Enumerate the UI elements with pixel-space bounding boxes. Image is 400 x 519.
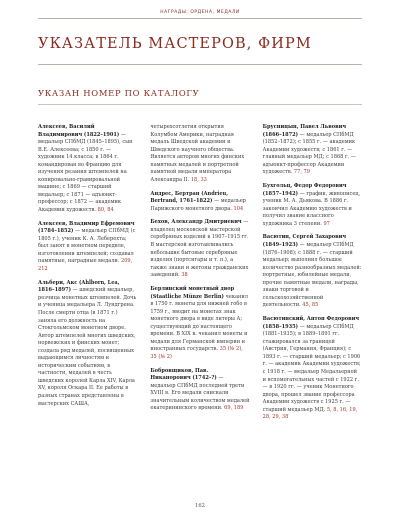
catalog-refs: 35 (№ 2), 35 (№ 2) — [150, 346, 243, 360]
entry-description: — медальер СПбМД (1876–1908); с 1888 г. — старший медальер; выполнил большое количество разнообразных медалей: портретные, юбилейные медали, прочие памятные медали, награды, знаки торговой и сельскохозяйственной деятельности. — [262, 242, 362, 309]
entry-description: — медальер СПбМД (1845–1895), сын В.Е. Алексеева; с 1850 г. — художник 14 класса; в 1864 г. командирован во Францию для изучения резания штемпелей на копировально-гравировальной машине; с 1869 — старший медальер; с 1871 — адъюнкт-профессор; с 1872 — академик Академии художеств. — [38, 131, 133, 214]
index-column-1 — [38, 124, 137, 494]
index-column-2 — [150, 124, 249, 494]
subtitle-rule — [38, 104, 362, 105]
entry-name: Альбери, Акс (Ahlborn, Lea, 1816–1897) — [38, 279, 120, 294]
catalog-refs: 38 — [181, 272, 188, 279]
entry-name: Берлинский монетный двор (Staatliche Münze Berlin) — [150, 285, 235, 300]
index-entry — [263, 124, 362, 177]
entry-name: Васютин, Сергей Захарович (1849–1923) — [262, 234, 347, 249]
index-columns — [38, 124, 362, 494]
index-entry — [150, 219, 249, 279]
index-entry — [150, 286, 249, 361]
entry-description: — медальер СПбМД последней трети XVIII в. Его медали снискали значительным количеством медалей екатерининского времени. — [150, 375, 250, 412]
index-entry — [263, 183, 362, 228]
index-entry — [38, 280, 137, 408]
catalog-refs: 77, 79 — [293, 169, 310, 176]
entry-description: чеканил в 1750 г. монеты для нижней гобо в 1759 г., вводит на монетах знак монетного двора в виде литеры А; существующий до настоящего времени. В XIX в. чеканил монеты и медали для Германской империи и иностранных государств. — [150, 293, 248, 353]
catalog-refs: 80, 84 — [97, 207, 114, 214]
entry-description: четырехсотлетия открытия Колумбом Америки, наградная медаль Шведской академии и Шведского научного общества. Является автором многих финских памятных медалей и портретной памятной медали императора Александра II. — [150, 124, 245, 183]
catalog-refs: 18, 33 — [190, 176, 207, 183]
catalog-refs: 97 — [323, 220, 330, 227]
index-entry — [263, 316, 362, 422]
entry-description: — шведский медальер, резчица монетных штемпелей. Дочь и ученица медальера Л. Лундгрена. После смерти отца (в 1871 г.) заняла его должность на Стокгольмском монетном дворе. Автор штемпелей многих шведских, норвежских и финских монет; создала ряд медалей, посвященных выдающимся личностям и историческим событиям, в частности, медалей в честь шведских королей Карла XIV, Карла XV, короля Оскара II. Ее работы в разных странах представлены в мастерских САША, — [38, 287, 137, 407]
catalog-refs: 5, 8, 16, 19, 28, 29, 38 — [262, 406, 358, 421]
entry-name: Алексеев, Владимир Ефремович (1784–1852) — [38, 220, 135, 235]
entry-description: — медальер СПбМД (с 1805 г.), ученик К. А. Леберехта; был занят в монетном передвле, изготовлении штемпелей; создавал памятные, наградные медали. — [38, 228, 136, 265]
page-title: УКАЗАТЕЛЬ МАСТЕРОВ, ФИРМ — [38, 36, 312, 52]
catalog-refs: 104 — [233, 205, 244, 212]
section-subtitle: УКАЗАН НОМЕР ПО КАТАЛОГУ — [38, 88, 200, 98]
top-rule — [38, 18, 362, 19]
entry-description: — график, живописец, ученик М. А. Дьякова. В 1886 г. закончил Академию художеств и получил звание классного художника 3 степени. — [262, 190, 361, 227]
catalog-refs: 45, 85 — [302, 302, 319, 309]
entry-description: — медальер СПбМД (1852–1872); с 1855 г. — академик Академии художеств; с 1861 г. — главный медальер МД; с 1868 г. — адъюнкт-профессор Академии художеств. — [262, 131, 356, 176]
entry-name: Андрес, Бертран (Andrieu, Bertrand, 1761–1822) — [150, 190, 228, 205]
entry-description: — медальер СПбМД (1881–1935); в 1889–1891 гг. стажировался за границей (Австрия, Германия, Франция); с 1893 г. — старший медальер; с 1906 г. — академик Академии художеств; с 1918 г. — медальер Медальерной и вспомогательных частей с 1922 г. — в 1920 гг. — ученик Монетного двора, прошел звание профессора Академии художеств с 1925 г. — старший медальер МД. — [262, 323, 361, 413]
catalog-refs: 209, 212 — [38, 258, 133, 273]
page-number: 162 — [195, 503, 205, 509]
index-entry — [263, 234, 362, 309]
index-entry — [150, 368, 249, 413]
index-entry — [150, 191, 249, 214]
catalog-refs: 69, 189 — [224, 405, 244, 412]
entry-description: — медальер Парижского монетного двора. — [150, 198, 246, 212]
title-rule — [38, 64, 362, 65]
running-head: НАГРАДЫ, ОРДЕНА, МЕДАЛИ — [160, 10, 240, 15]
entry-description: — владелец московской мастерской серебряных изделий в 1907–1915 гг. В мастерской изготавливались небольшие бытовые серебряные изделия (портсигары и т. п.), а также знаки и жетоны гражданских заведений. — [150, 219, 249, 279]
index-column-3 — [263, 124, 362, 494]
entry-name: Брусницын, Павел Львович (1866–1872) — [262, 124, 347, 138]
index-entry — [38, 221, 137, 274]
entry-name: Бобровщиков, Пав. Никанорович (1742–?) — [150, 367, 217, 382]
entry-name: Бехов, Александр Дмитриевич — [150, 219, 242, 226]
entry-name: Васютинский, Антон Федорович (1858–1935) — [262, 316, 360, 330]
entry-name: Бухгольц, Федор Федорович (1857–1942) — [262, 183, 347, 197]
entry-name: Алексеев, Василий Владимирович (1822–1901) — [38, 124, 120, 138]
index-entry — [38, 124, 137, 215]
index-entry — [150, 124, 249, 184]
